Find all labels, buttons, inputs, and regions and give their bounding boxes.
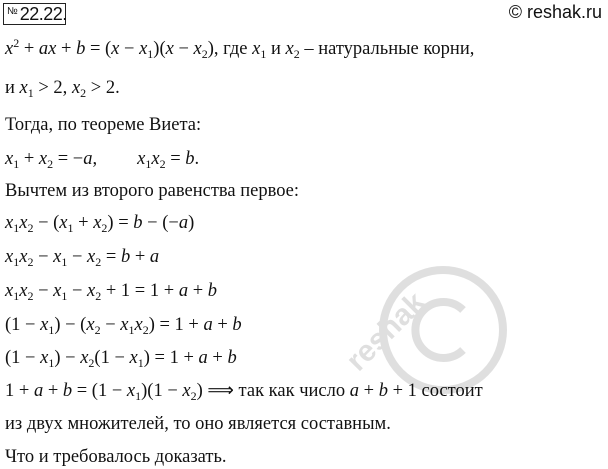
text-and: и (270, 39, 281, 59)
equation-line-6: $x_1x_2 - (x_1 + x_2) = b - (-a)$ (5, 213, 195, 235)
text-line-subtract: Вычтем из второго равенства первое: (5, 181, 300, 201)
problem-number: 22.22. (19, 3, 67, 24)
equation-line-8: $x_1x_2 - x_1 - x_2 + 1 = 1 + a + b$ (5, 281, 217, 303)
equation-line-1: $x^2$ + ax + $b = (x - x_1)(x - x_2)$, где $x_1$ и $x_2$ – натуральные корни, (5, 36, 475, 61)
text-line-vieta: Тогда, по теореме Виета: (5, 115, 202, 135)
equation-line-11: $1 + a + b = (1 - x_1)(1 - x_2)$ ⟹ так как число a + b + 1 состоит (5, 381, 483, 403)
copyright-text: © reshak.ru (508, 2, 602, 22)
text-consists: состоит (421, 381, 483, 401)
text-since-number: так как число (238, 381, 346, 401)
text-and-2: и (5, 78, 15, 98)
text-natural-roots: – натуральные корни, (299, 39, 475, 59)
equation-line-9: $(1 - x_1) - (x_2 - x_1x_2) = 1 + a + b$ (5, 315, 242, 337)
equation-line-2: и $x_1 > 2$, $x_2 > 2$. (5, 78, 120, 100)
equation-line-vieta: $x_1 + x_2 = -a$, $x_1x_2 = b$. (5, 149, 200, 171)
text-line-composite: из двух множителей, то оно является составным. (5, 414, 391, 434)
text-where: , где (213, 39, 248, 59)
equation-line-10: $(1 - x_1) - x_2(1 - x_1) = 1 + a + b$ (5, 348, 237, 370)
problem-number-badge (3, 3, 66, 25)
watermark-text: reshak (340, 285, 432, 378)
number-sign: № (7, 5, 18, 17)
equation-line-7: $x_1x_2 - x_1 - x_2 = b + a$ (5, 247, 160, 269)
text-line-qed: Что и требовалось доказать. (5, 447, 227, 467)
